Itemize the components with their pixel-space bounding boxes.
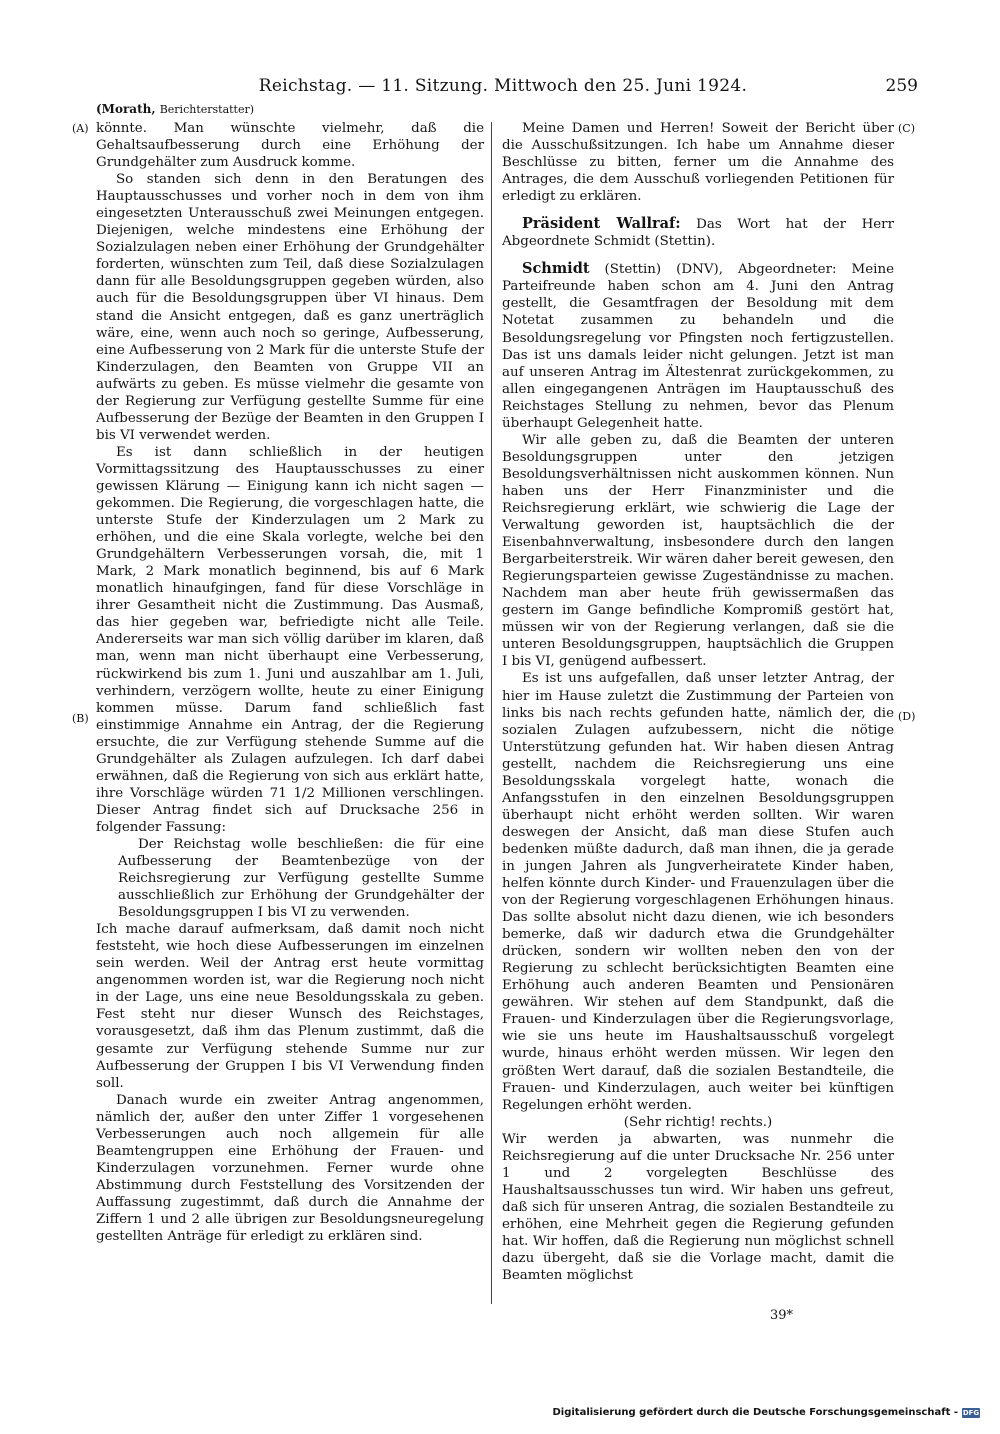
president-text: Das Wort hat der Herr Abgeordnete Schmidt (Stettin). [502,217,894,250]
paragraph: Es ist dann schließlich in der heutigen Vormittagssitzung des Hauptausschusses zu einer gewissen Klärung — Einigung kann ich nicht sagen — gekommen. Die Regierung, die vorgeschlagen hatte, die unterste Stufe der Kinderzulagen um 2 Mark zu erhöhen, und die eine Skala vorlegte, welche bei den Grundgehältern Verbesserungen vorsah, die, mit 1 Mark, 2 Mark monatlich beginnend, bis auf 6 Mark monatlich hinaufgingen, fand für diese Vorschläge in ihrer Gesamtheit nicht die Zustimmung. Das Ausmaß, das hier gegeben war, befriedigte nicht alle Teile. Andererseits war man sich völlig darüber im klaren, daß man, wenn man nicht überhaupt eine Verbesserung, rückwirkend bis zum 1. Juni und auszahlbar am 1. Juli, verhindern, verzögern wollte, heute zu einer Einigung kommen müsse. Darum fand schließlich fast einstimmige Annahme ein Antrag, der die Regierung ersuchte, die zur Verfügung stehende Summe auf die Grundgehälter als Zulagen aufzulegen. Ich darf dabei erwähnen, daß die Regierung von sich aus erklärt hatte, ihre Vorschläge würden 71 1/2 Millionen verschlingen. Dieser Antrag findet sich auf Drucksache 256 in folgender Fassung: [96,444,484,835]
schmidt-speech-start [502,260,894,431]
footer-text: Digitalisierung gefördert durch die Deutsche Forschungsgemeinschaft - [552,1407,958,1418]
paragraph: Meine Damen und Herren! Soweit der Bericht über die Ausschußsitzungen. Ich habe um Annahme dieser Beschlüsse zu bitten, ferner um die Annahme des Antrages, die dem Ausschuß vorliegenden Petitionen für erledigt zu erklären. [502,121,894,205]
page-number: 259 [885,76,918,96]
president-statement [502,215,894,250]
paragraph: Wir werden ja abwarten, was nunmehr die Reichsregierung auf die unter Drucksache Nr. 256 unter 1 und 2 vorgelegten Beschlüsse des Haushaltsausschusses tun wird. Wir haben uns gefreut, daß sich für unseren Antrag, die sozialen Bestandteile zu erhöhen, eine Mehrheit gegen die Regierung gefunden hat. Wir hoffen, daß die Regierung nun möglichst schnell dazu übergeht, daß sie die Vorlage macht, damit die Beamten möglichst [502,1131,894,1284]
column-divider [491,122,492,1304]
paragraph: Wir alle geben zu, daß die Beamten der unteren Besoldungsgruppen unter den jetzigen Besoldungsverhältnissen nicht auskommen können. Nun haben uns der Herr Finanzminister und die Reichsregierung erklärt, wie schwierig die Lage der Verwaltung geworden ist, hauptsächlich die der Eisenbahnverwaltung, insbesondere durch den langen Bergarbeiterstreik. Wir wären daher bereit gewesen, den Regierungsparteien gewisse Zugeständnisse zu machen. Nachdem man aber heute früh gewissermaßen das gestern im Gange befindliche Kompromiß gestört hat, müssen wir von der Regierung verlangen, daß sie die unteren Besoldungsgruppen, hauptsächlich die Gruppen I bis VI, genügend aufbessert. [502,432,894,670]
paragraph: Ich mache darauf aufmerksam, daß damit noch nicht feststeht, wie hoch diese Aufbesserungen im einzelnen sein werden. Weil der Antrag erst heute vormittag angenommen worden ist, war die Regierung noch nicht in der Lage, uns eine neue Besoldungsskala zu geben. Fest steht nur dieser Wunsch des Reichstages, vorausgesetzt, daß ihm das Plenum zustimmt, daß die gesamte zur Verfügung stehende Summe nur zur Aufbesserung der Gruppen I bis VI Verwendung finden soll. [96,922,484,1091]
right-column [502,120,894,1284]
dfg-logo-icon: DFG [962,1408,980,1417]
paragraph: Es ist uns aufgefallen, daß unser letzter Antrag, der hier im Hause zuletzt die Zustimmung der Parteien von links bis nach rechts gefunden hatte, nämlich der, die sozialen Zulagen aufzubessern, nicht die nötige Unterstützung gefunden hat. Wir haben diesen Antrag gestellt, nachdem die Reichsregierung uns eine Besoldungsskala vorgelegt hatte, wonach die Anfangsstufen in den einzelnen Besoldungsgruppen überhaupt nicht erhöht werden sollten. Wir waren deswegen der Ansicht, daß man diese Stufen auch bedenken müßte dadurch, daß man ihnen, die ja gerade in jungen Jahren als Jungverheiratete Kinder haben, helfen könnte durch Kinder- und Frauenzulagen über die von der Regierung vorgeschlagenen Erhöhungen hinaus. Das sollte absolut nicht dazu dienen, wie ich besonders bemerke, daß wir dadurch etwa die Grundgehälter drücken, sondern wir wollten neben den von der Regierung zu schlecht berücksichtigten Beamten eine Erhöhung auch anderen Beamten und Pensionären gewähren. Wir stehen auf dem Standpunkt, daß die Frauen- und Kinderzulagen über die Regierungsvorlage, wie sie uns heute im Haushaltsausschuß vorgelegt wurde, hinaus erhöht werden müssen. Wir legen den größten Wert darauf, daß die sozialen Bestandteile, die Frauen- und Kinderzulagen, auch weiter bei künftigen Regelungen erhöht werden. [502,671,894,1113]
schmidt-text: (Stettin) (DNV), Abgeordneter: Meine Parteifreunde haben schon am 4. Juni den Antrag gestellt, die Gesamtfragen der Besoldung mit dem Notetat zusammen zu behandeln und die Besoldungsregelung vor Pfingsten noch fertigzustellen. Das ist uns damals leider nicht gelungen. Jetzt ist man auf unseren Antrag im Ältestenrat zurückgekommen, zu allen eingegangenen Anträgen im Hauptausschuß des Reichstages Stellung zu nehmen, bevor das Plenum überhaupt Gelegenheit hatte. [502,262,894,431]
paragraph: So standen sich denn in den Beratungen des Hauptausschusses und vorher noch in dem von ihm eingesetzten Unterausschuß zwei Meinungen entgegen. Diejenigen, welche mindestens eine Erhöhung der Sozialzulagen neben einer Erhöhung der Grundgehälter forderten, wünschten zum Teil, daß diese Sozialzulagen dann für alle Besoldungsgruppen gegeben würden, also auch für die Besoldungsgruppen über VI hinaus. Dem stand die Ansicht entgegen, daß es ganz unerträglich wäre, eine, wenn auch noch so geringe, Aufbesserung, eine Aufbesserung von 2 Mark für die unterste Stufe der Kinderzulagen, den Beamten von Gruppe VII an aufwärts zu geben. Es müsse vielmehr die gesamte von der Regierung zur Verfügung gestellte Summe für eine Aufbesserung der Bezüge der Beamten in den Gruppen I bis VI verwendet werden. [96,172,484,443]
speaker-tag-role: Berichterstatter) [159,103,255,116]
margin-mark-d: (D) [898,710,916,723]
quoted-motion: Der Reichstag wolle beschließen: die für eine Aufbesserung der Beamtenbezüge von der Reichsregierung zur Verfügung gestellte Summe ausschließlich zur Erhöhung der Grundgehälter der Besoldungsgruppen I bis VI zu verwenden. [118,836,484,921]
paragraph: könnte. Man wünschte vielmehr, daß die Gehaltsaufbesserung durch eine Erhöhung der Grundgehälter zum Ausdruck komme. [96,121,484,171]
paragraph: Danach wurde ein zweiter Antrag angenommen, nämlich der, außer den unter Ziffer 1 vorgesehenen Verbesserungen auch noch allgemein für alle Beamtengruppen eine Erhöhung der Frauen- und Kinderzulagen vorzunehmen. Ferner wurde ohne Abstimmung durch Feststellung des Vorsitzenden der Auffassung zugestimmt, daß durch die Annahme der Ziffern 1 und 2 alle übrigen zur Besoldungsneuregelung gestellten Anträge für erledigt zu erklären sind. [96,1092,484,1245]
page-header [88,76,918,102]
speaker-tag [96,102,254,116]
speaker-name-president: Präsident Wallraf: [522,215,681,233]
left-column [96,120,484,1245]
footer [552,1407,980,1418]
sheet-signature: 39* [770,1308,794,1323]
margin-mark-c: (C) [898,122,915,135]
interjection: (Sehr richtig! rechts.) [623,1114,773,1130]
margin-mark-a: (A) [72,122,89,135]
running-title: Reichstag. — 11. Sitzung. Mittwoch den 25. Juni 1924. [258,76,748,96]
speaker-name-schmidt: Schmidt [522,260,590,278]
speaker-tag-name: (Morath, [96,102,156,116]
margin-mark-b: (B) [72,712,89,725]
